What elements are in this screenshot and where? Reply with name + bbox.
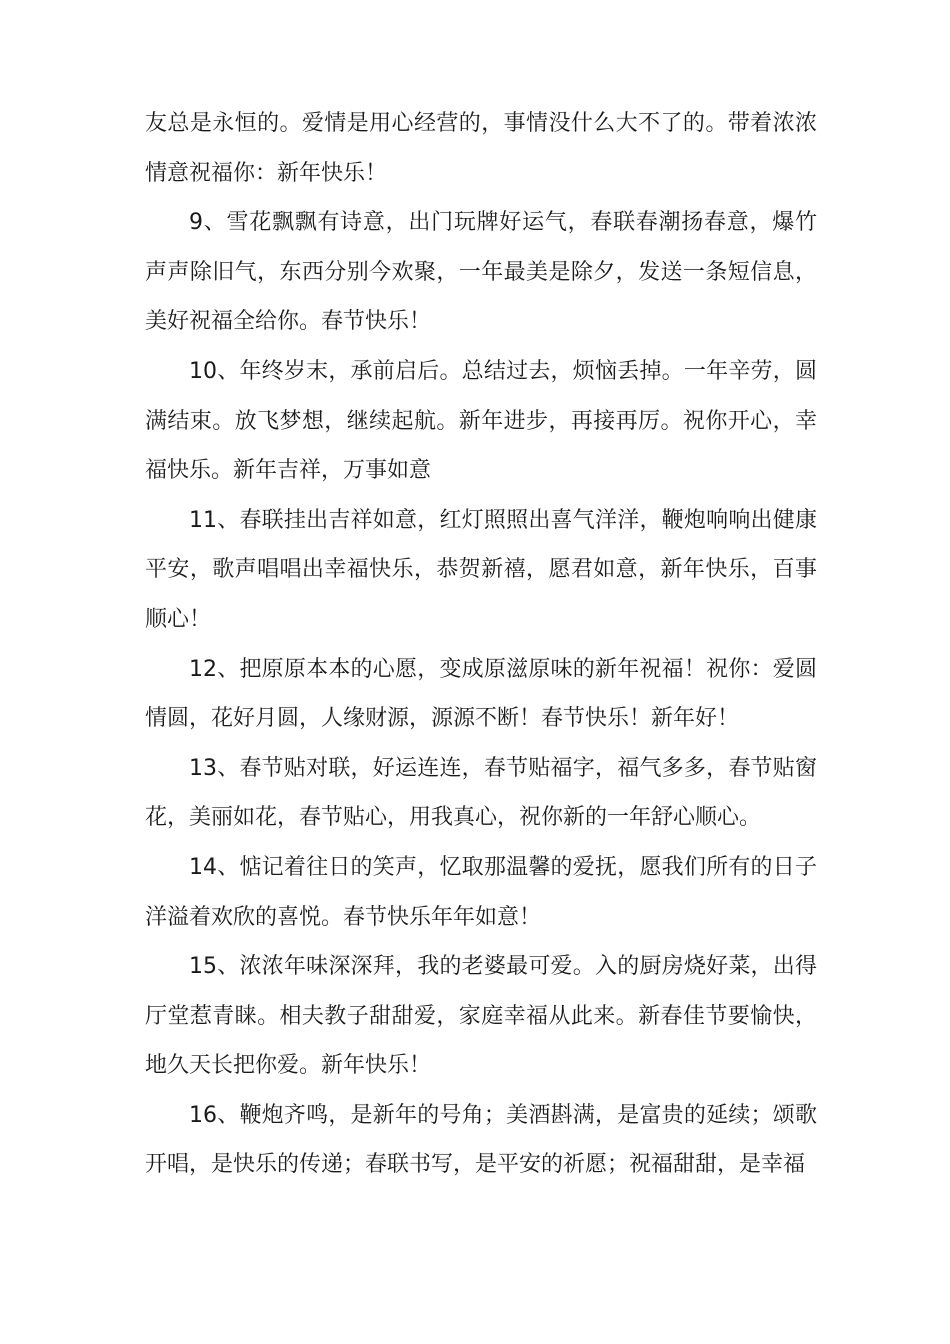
paragraph-16: 16、鞭炮齐鸣，是新年的号角；美酒斟满，是富贵的延续；颂歌开唱，是快乐的传递；春联书写，是平安的祈愿；祝福甜甜，是幸福 <box>145 1102 817 1178</box>
paragraph-10: 10、年终岁末，承前启后。总结过去，烦恼丢掉。一年辛劳，圆满结束。放飞梦想，继续起航。新年进步，再接再厉。祝你开心，幸福快乐。新年吉祥，万事如意 <box>145 358 817 484</box>
paragraph-15: 15、浓浓年味深深拜，我的老婆最可爱。入的厨房烧好菜，出得厅堂惹青睐。相夫教子甜甜爱，家庭幸福从此来。新春佳节要愉快，地久天长把你爱。新年快乐！ <box>145 954 817 1079</box>
paragraph-continuation: 友总是永恒的。爱情是用心经营的，事情没什么大不了的。带着浓浓情意祝福你：新年快乐！ <box>145 111 817 186</box>
paragraph-9: 9、雪花飘飘有诗意，出门玩牌好运气，春联春潮扬春意，爆竹声声除旧气，东西分别今欢聚，一年最美是除夕，发送一条短信息，美好祝福全给你。春节快乐！ <box>145 210 817 335</box>
document-page <box>145 99 817 1190</box>
paragraph-13: 13、春节贴对联，好运连连，春节贴福字，福气多多，春节贴窗花，美丽如花，春节贴心，用我真心，祝你新的一年舒心顺心。 <box>145 755 817 831</box>
paragraph-14: 14、惦记着往日的笑声，忆取那温馨的爱抚，愿我们所有的日子洋溢着欢欣的喜悦。春节快乐年年如意！ <box>145 854 817 930</box>
paragraph-11: 11、春联挂出吉祥如意，红灯照照出喜气洋洋，鞭炮响响出健康平安，歌声唱唱出幸福快乐，恭贺新禧，愿君如意，新年快乐，百事顺心！ <box>145 507 817 632</box>
paragraph-12: 12、把原原本本的心愿，变成原滋原味的新年祝福！祝你：爱圆情圆，花好月圆，人缘财源，源源不断！春节快乐！新年好！ <box>145 656 817 732</box>
